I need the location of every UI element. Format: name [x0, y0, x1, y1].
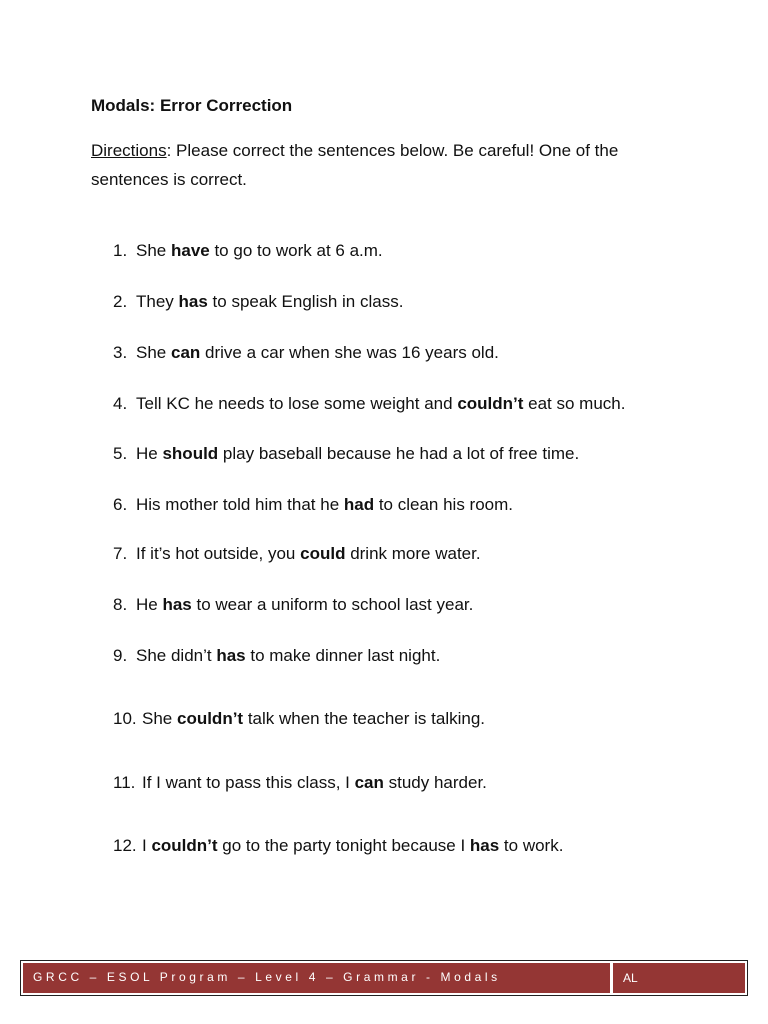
- item-text-before: Tell KC he needs to lose some weight and: [136, 394, 458, 413]
- list-item: [113, 291, 403, 313]
- item-text-before: She didn’t: [136, 646, 217, 665]
- item-number: 5.: [113, 444, 128, 463]
- item-number: 9.: [113, 646, 128, 665]
- item-modal: can: [354, 773, 384, 792]
- item-modal: could: [300, 544, 346, 563]
- item-text-before: She: [136, 343, 171, 362]
- list-item: [113, 240, 383, 262]
- list-item: [113, 772, 487, 794]
- item-text-after: to go to work at 6 a.m.: [209, 241, 383, 260]
- item-modal: have: [170, 241, 210, 260]
- page-footer: [20, 960, 748, 996]
- footer-course-label: GRCC – ESOL Program – Level 4 – Grammar - Modals: [23, 963, 610, 993]
- item-number: 10.: [113, 709, 137, 728]
- item-text-before: His mother told him that he: [136, 495, 344, 514]
- item-number: 2.: [113, 292, 128, 311]
- list-item: [113, 494, 513, 516]
- item-text-before: If it’s hot outside, you: [136, 544, 301, 563]
- item-text-after: drive a car when she was 16 years old.: [200, 343, 499, 362]
- item-modal: has: [216, 646, 246, 665]
- item-number: 4.: [113, 394, 128, 413]
- directions-text: : Please correct the sentences below. Be careful! One of the sentences is correct.: [91, 141, 619, 189]
- item-modal: couldn’t: [457, 394, 524, 413]
- item-number: 11.: [113, 773, 136, 792]
- item-number: 7.: [113, 544, 128, 563]
- list-item: [113, 393, 625, 415]
- item-text-before: If I want to pass this class, I: [142, 773, 355, 792]
- item-text-after: to work.: [499, 836, 564, 855]
- item-text-before: She: [142, 709, 177, 728]
- item-modal: has: [178, 292, 208, 311]
- item-text-after: to make dinner last night.: [245, 646, 441, 665]
- list-item: [113, 708, 485, 730]
- item-number: 1.: [113, 241, 128, 260]
- list-item: [113, 342, 499, 364]
- item-number: 3.: [113, 343, 128, 362]
- item-modal: couldn’t: [176, 709, 244, 728]
- list-item: [113, 594, 473, 616]
- item-modal-second: has: [469, 836, 500, 855]
- item-text-after: study harder.: [383, 773, 487, 792]
- item-modal: can: [170, 343, 201, 362]
- directions: [91, 136, 691, 194]
- item-text-before: I: [142, 836, 152, 855]
- item-text-after: to speak English in class.: [207, 292, 404, 311]
- directions-label: Directions: [91, 141, 167, 160]
- footer-initials: AL: [613, 963, 745, 993]
- item-text-after: drink more water.: [345, 544, 481, 563]
- item-modal: had: [343, 495, 375, 514]
- item-text-before: He: [136, 595, 163, 614]
- list-item: [113, 645, 440, 667]
- item-text-after: to clean his room.: [374, 495, 514, 514]
- item-text-after: play baseball because he had a lot of free time.: [218, 444, 580, 463]
- list-item: [113, 443, 579, 465]
- item-number: 8.: [113, 595, 128, 614]
- item-text-after: eat so much.: [523, 394, 626, 413]
- item-number: 6.: [113, 495, 128, 514]
- item-text-before: He: [136, 444, 163, 463]
- item-modal: should: [162, 444, 219, 463]
- item-modal: couldn’t: [151, 836, 218, 855]
- list-item: [113, 543, 481, 565]
- item-text-after: talk when the teacher is talking.: [243, 709, 486, 728]
- item-modal: has: [162, 595, 192, 614]
- item-number: 12.: [113, 836, 137, 855]
- item-text-before: They: [136, 292, 179, 311]
- list-item: [113, 835, 563, 857]
- item-text-middle: go to the party tonight because I: [217, 836, 470, 855]
- item-text-before: She: [136, 241, 171, 260]
- worksheet-title: Modals: Error Correction: [91, 96, 293, 115]
- item-text-after: to wear a uniform to school last year.: [191, 595, 474, 614]
